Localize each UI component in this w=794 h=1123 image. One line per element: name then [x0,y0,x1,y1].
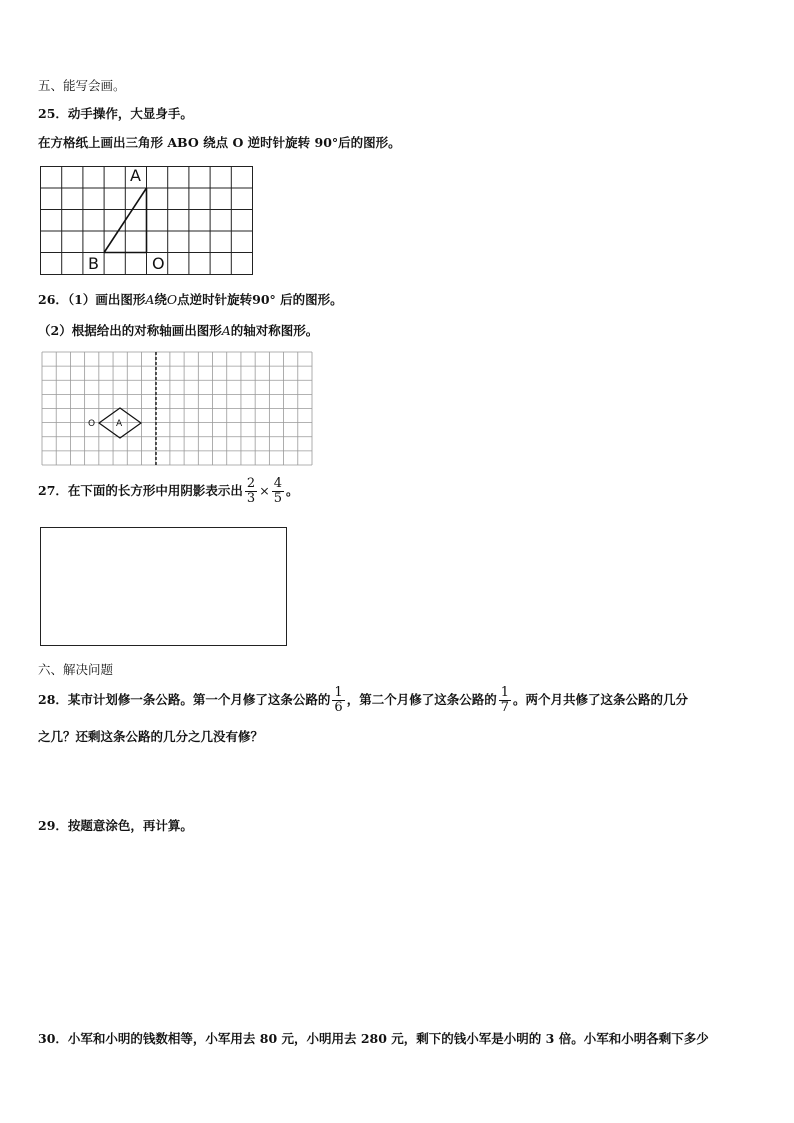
q28-text2: ，第二个月修了这条公路的 [346,692,497,707]
q26-grid [42,352,314,466]
q25-title: 动手操作，大显身手。 [67,106,193,121]
q26-number: 26． [38,292,68,307]
q30-text: 小军和小明的钱数相等，小军用去 80 元，小明用去 280 元，剩下的钱小军是小明的 3 倍。小军和小明各剩下多少 [67,1031,709,1046]
q26-part1 [38,292,343,308]
q27-frac2-den: 5 [273,491,282,506]
q27-frac1-den: 3 [246,491,256,506]
q28-number: 28． [38,692,68,707]
q26-label-o: O [88,419,96,429]
q26-part2-italic-a: A [221,323,231,338]
q26-part1-mid: 绕 [154,292,167,307]
q26-part1-italic-o: O [166,292,178,307]
section-5-title: 五、能写会画。 [38,78,126,93]
q28-text3: 。两个月共修了这条公路的几分 [513,692,689,707]
q27-frac2 [272,477,284,506]
q26-part2-prefix: （2）根据给出的对称轴画出图形 [38,323,222,338]
q28-frac2-num: 1 [500,685,509,700]
q26-part1-prefix: （1）画出图形 [67,292,146,307]
q25-number: 25． [38,106,68,121]
q28-frac2-den: 7 [500,700,509,715]
q26-part2 [38,323,318,339]
q25-label-o: O [152,254,165,273]
q27-frac2-num: 4 [273,476,282,491]
q25-label-b: B [88,254,99,273]
q28-frac2 [499,686,511,715]
q27-heading [38,474,298,508]
q28-frac1-den: 6 [334,700,343,715]
q25-instruction: 在方格纸上画出三角形 ABO 绕点 O 逆时针旋转 90°后的图形。 [38,135,401,150]
q30-number: 30． [38,1031,68,1046]
q26-part1-suffix: 点逆时针旋转90° 后的图形。 [177,292,343,307]
q28-line1 [38,683,688,717]
q28-frac1 [332,686,344,715]
q25-grid [40,166,254,276]
q29-heading [38,818,193,834]
q25-heading [38,106,193,122]
q27-times: × [259,483,270,498]
q27-text: 在下面的长方形中用阴影表示出 [67,483,243,498]
q30-heading [38,1031,709,1047]
q26-part2-suffix: 的轴对称图形。 [230,323,319,338]
q29-text: 按题意涂色，再计算。 [67,818,193,833]
q27-rectangle[interactable] [40,527,287,646]
q27-frac1-num: 2 [246,476,256,491]
q27-end: 。 [285,483,299,498]
q27-frac1 [245,477,257,506]
q27-number: 27． [38,483,68,498]
q28-frac1-num: 1 [334,685,343,700]
q29-number: 29． [38,818,68,833]
q26-part1-italic-a: A [145,292,155,307]
section-6-title: 六、解决问题 [38,662,114,677]
q26-label-a: A [116,419,123,429]
q28-line2: 之几？还剩这条公路的几分之几没有修？ [38,729,264,744]
q28-text1: 某市计划修一条公路。第一个月修了这条公路的 [67,692,331,707]
q25-label-a: A [130,166,141,185]
